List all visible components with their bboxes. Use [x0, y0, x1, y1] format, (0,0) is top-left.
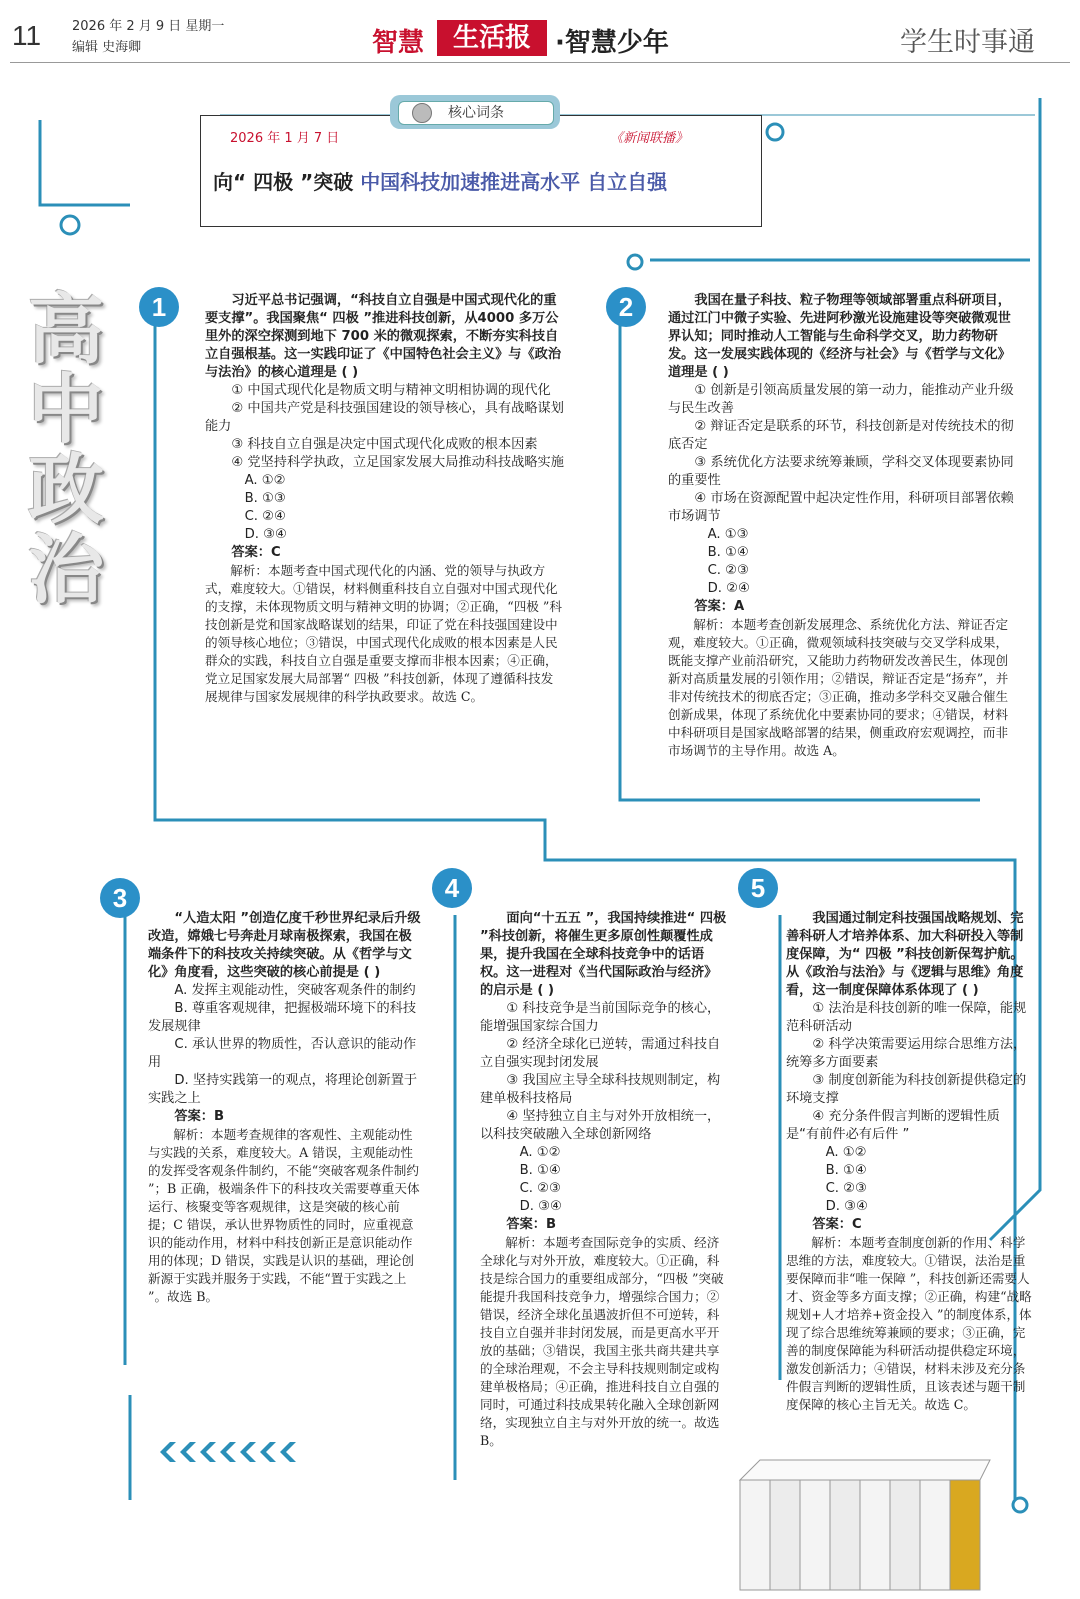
tag-badge-icon	[412, 103, 432, 123]
logo-wisdom: 智慧	[372, 28, 425, 58]
question-5	[786, 910, 1032, 1414]
choice: B. ①④	[825, 1163, 867, 1178]
choice: D. ③④	[244, 527, 287, 542]
option: ④ 充分条件假言判断的逻辑性质是“有前件必有后件 ”	[786, 1109, 1000, 1142]
vertical-subject-title: 高中政治	[28, 285, 104, 614]
choice: A. ①②	[825, 1145, 867, 1160]
question-1-number: 1	[139, 287, 179, 327]
answer: 答案：A	[694, 599, 745, 614]
option: ③ 制度创新能为科技创新提供稳定的环境支撑	[786, 1073, 1027, 1106]
option: ③ 系统优化方法要求统筹兼顾，学科交叉体现要素协同的重要性	[668, 455, 1014, 488]
choice: B. ①④	[519, 1163, 561, 1178]
header-divider	[10, 62, 1070, 63]
option: ① 中国式现代化是物质文明与精神文明相协调的现代化	[231, 383, 551, 398]
analysis: 解析：本题考查创新发展理念、系统优化方法、辩证否定观，难度较大。①正确，微观领域科技突破与交叉学科成果，既能支撑产业前沿研究，又能助力药物研发改善民生，体现创新对高质量发展的引领作用；②错误，辩证否定是“扬弃”，并非对传统技术的彻底否定；③正确，推动多学科交叉融合催生创新成果，体现了系统优化中要素协同的要求；④错误，材料中科研项目是国家战略部署的结果，侧重政府宏观调控，而非市场调节的主导作用。故选 A。	[668, 617, 1009, 758]
headline-plain: 向“ 四极 ”突破	[213, 170, 354, 194]
analysis: 解析：本题考查国际竞争的实质、经济全球化与对外开放，难度较大。①正确，科技是综合国力的重要组成部分，“四极 ”突破能提升我国科技竞争力，增强综合国力；②错误，经济全球化虽遇波折但不可逆转，科技自立自强并非封闭发展，而是更高水平开放的基础；③错误，我国主张共商共建共享的全球治理观，不会主导科技规则制定或构建单极格局；④正确，推进科技自立自强的同时，可通过科技成果转化融入全球创新网络，实现独立自主与对外开放的统一。故选 B。	[480, 1235, 724, 1448]
option: ① 创新是引领高质量发展的第一动力，能推动产业升级与民生改善	[668, 383, 1014, 416]
core-source: 《新闻联播》	[610, 131, 689, 146]
answer: 答案：B	[174, 1109, 225, 1124]
core-date: 2026 年 1 月 7 日	[230, 131, 340, 146]
question-stem: “人造太阳 ”创造亿度千秒世界纪录后升级改造，嫦娥七号奔赴月球南极探索，我国在极端条件下的科技攻关持续突破。从《哲学与文化》角度看，这些突破的核心前提是 ( )	[148, 911, 421, 980]
analysis: 解析：本题考查规律的客观性、主观能动性与实践的关系，难度较大。A 错误，主观能动性的发挥受客观条件制约，不能“突破客观条件制约 ”；B 正确，极端条件下的科技攻关需要尊重天体运行、核聚变等客观规律，这是突破的核心前提；C 错误，承认世界物质性的同时，应重视意识的能动作用，材料中科技创新正是意识能动作用的体现；D 错误，实践是认识的基础，理论创新源于实践并服务于实践，不能“置于实践之上 ”。故选 B。	[148, 1127, 420, 1304]
option: ① 法治是科技创新的唯一保障，能规范科研活动	[786, 1001, 1027, 1034]
choice: D. ③④	[519, 1199, 562, 1214]
choice: B. ①③	[244, 491, 286, 506]
answer: 答案：C	[812, 1217, 862, 1232]
analysis: 解析：本题考查制度创新的作用、科学思维的方法，难度较大。①错误，法治是重要保障而非“唯一保障 ”，科技创新还需要人才、资金等多方面支撑；②正确，构建“战略规划+人才培养+资金投入 ”的制度体系，体现了综合思维统筹兼顾的要求；③正确，完善的制度保障能为科研活动提供稳定环境，激发创新活力；④错误，材料未涉及充分条件假言判断的逻辑性质，且该表述与题干制度保障的核心主旨无关。故选 C。	[786, 1235, 1032, 1412]
answer: 答案：C	[231, 545, 281, 560]
question-5-number: 5	[738, 868, 778, 908]
option: ② 中国共产党是科技强国建设的领导核心，具有战略谋划能力	[205, 401, 564, 434]
section-title: 学生时事通	[900, 27, 1035, 58]
choice: C. ②③	[707, 563, 749, 578]
logo-newspaper: 生活报	[437, 20, 547, 56]
option: C. 承认世界的物质性，否认意识的能动作用	[148, 1037, 417, 1070]
choice: D. ②④	[707, 581, 750, 596]
question-stem: 面向“十五五 ”，我国持续推进“ 四极 ”科技创新，将催生更多原创性颠覆性成果，提升我国在全球科技竞争中的话语权。这一进程对《当代国际政治与经济》的启示是 ( )	[480, 911, 727, 998]
headline-highlight: 中国科技加速推进高水平 自立自强	[360, 170, 668, 194]
question-3	[148, 910, 423, 1306]
analysis: 解析：本题考查中国式现代化的内涵、党的领导与执政方式，难度较大。①错误，材料侧重科技自立自强对中国式现代化的支撑，未体现物质文明与精神文明的协调；②正确，“四极 ”科技创新是党和国家战略谋划的结果，印证了党在科技强国建设中的领导核心地位；③错误，中国式现代化成败的根本因素是人民群众的实践，科技自立自强是重要支撑而非根本因素；④正确，党立足国家发展大局部署“ 四极 ”科技创新，体现了遵循科技发展规律与国家发展规律的科学执政要求。故选 C。	[205, 563, 562, 704]
option: ② 经济全球化已逆转，需通过科技自立自强实现封闭发展	[480, 1037, 721, 1070]
core-tag: 核心词条	[398, 101, 554, 125]
option: B. 尊重客观规律，把握极端环境下的科技发展规律	[148, 1001, 417, 1034]
option: ③ 我国应主导全球科技规则制定，构建单极科技格局	[480, 1073, 721, 1106]
choice: C. ②③	[825, 1181, 867, 1196]
option: ④ 党坚持科学执政，立足国家发展大局推动科技战略实施	[231, 455, 564, 470]
question-2-number: 2	[606, 287, 646, 327]
page-number: 11	[12, 20, 42, 51]
choice: A. ①②	[519, 1145, 561, 1160]
choice: C. ②④	[244, 509, 286, 524]
option: ② 科学决策需要运用综合思维方法，统筹多方面要素	[786, 1037, 1027, 1070]
editor-name: 编辑 史海卿	[72, 40, 142, 55]
question-stem: 我国在量子科技、粒子物理等领域部署重点科研项目，通过江门中微子实验、先进阿秒激光设施建设等突破微观世界认知；同时推动人工智能与生命科学交叉，助力药物研发。这一发展实践体现的《经济与社会》与《哲学与文化》道理是 ( )	[668, 293, 1011, 380]
option: ③ 科技自立自强是决定中国式现代化成败的根本因素	[231, 437, 538, 452]
question-stem: 习近平总书记强调，“科技自立自强是中国式现代化的重要支撑”。我国聚焦“ 四极 ”推进科技创新，从4000 多万公里外的深空探测到地下 700 米的微观探索，不断夯实科技自立自强根基。这一实践印证了《中国特色社会主义》与《政治与法治》的核心道理是 ( )	[205, 293, 562, 380]
choice: D. ③④	[825, 1199, 868, 1214]
issue-date: 2026 年 2 月 9 日 星期一	[72, 19, 225, 34]
question-4-number: 4	[432, 868, 472, 908]
question-4	[480, 910, 728, 1450]
option: D. 坚持实践第一的观点，将理论创新置于实践之上	[148, 1073, 418, 1106]
question-1	[205, 292, 565, 706]
choice: A. ①③	[707, 527, 749, 542]
question-stem: 我国通过制定科技强国战略规划、完善科研人才培养体系、加大科研投入等制度保障，为“ 四极 ”科技创新保驾护航。从《政治与法治》与《逻辑与思维》角度看，这一制度保障体系体现了 ( )	[786, 911, 1024, 998]
choice: A. ①②	[244, 473, 286, 488]
option: A. 发挥主观能动性，突破客观条件的制约	[174, 983, 416, 998]
option: ① 科技竞争是当前国际竞争的核心，能增强国家综合国力	[480, 1001, 721, 1034]
option: ② 辩证否定是联系的环节，科技创新是对传统技术的彻底否定	[668, 419, 1014, 452]
answer: 答案：B	[506, 1217, 557, 1232]
option: ④ 市场在资源配置中起决定性作用，科研项目部署依赖市场调节	[668, 491, 1014, 524]
core-headline	[213, 166, 667, 195]
choice: B. ①④	[707, 545, 749, 560]
logo-youth: ·智慧少年	[555, 28, 669, 58]
question-3-number: 3	[100, 878, 140, 918]
question-2	[668, 292, 1020, 760]
books-icon	[740, 1460, 990, 1590]
option: ④ 坚持独立自主与对外开放相统一，以科技突破融入全球创新网络	[480, 1109, 721, 1142]
choice: C. ②③	[519, 1181, 561, 1196]
